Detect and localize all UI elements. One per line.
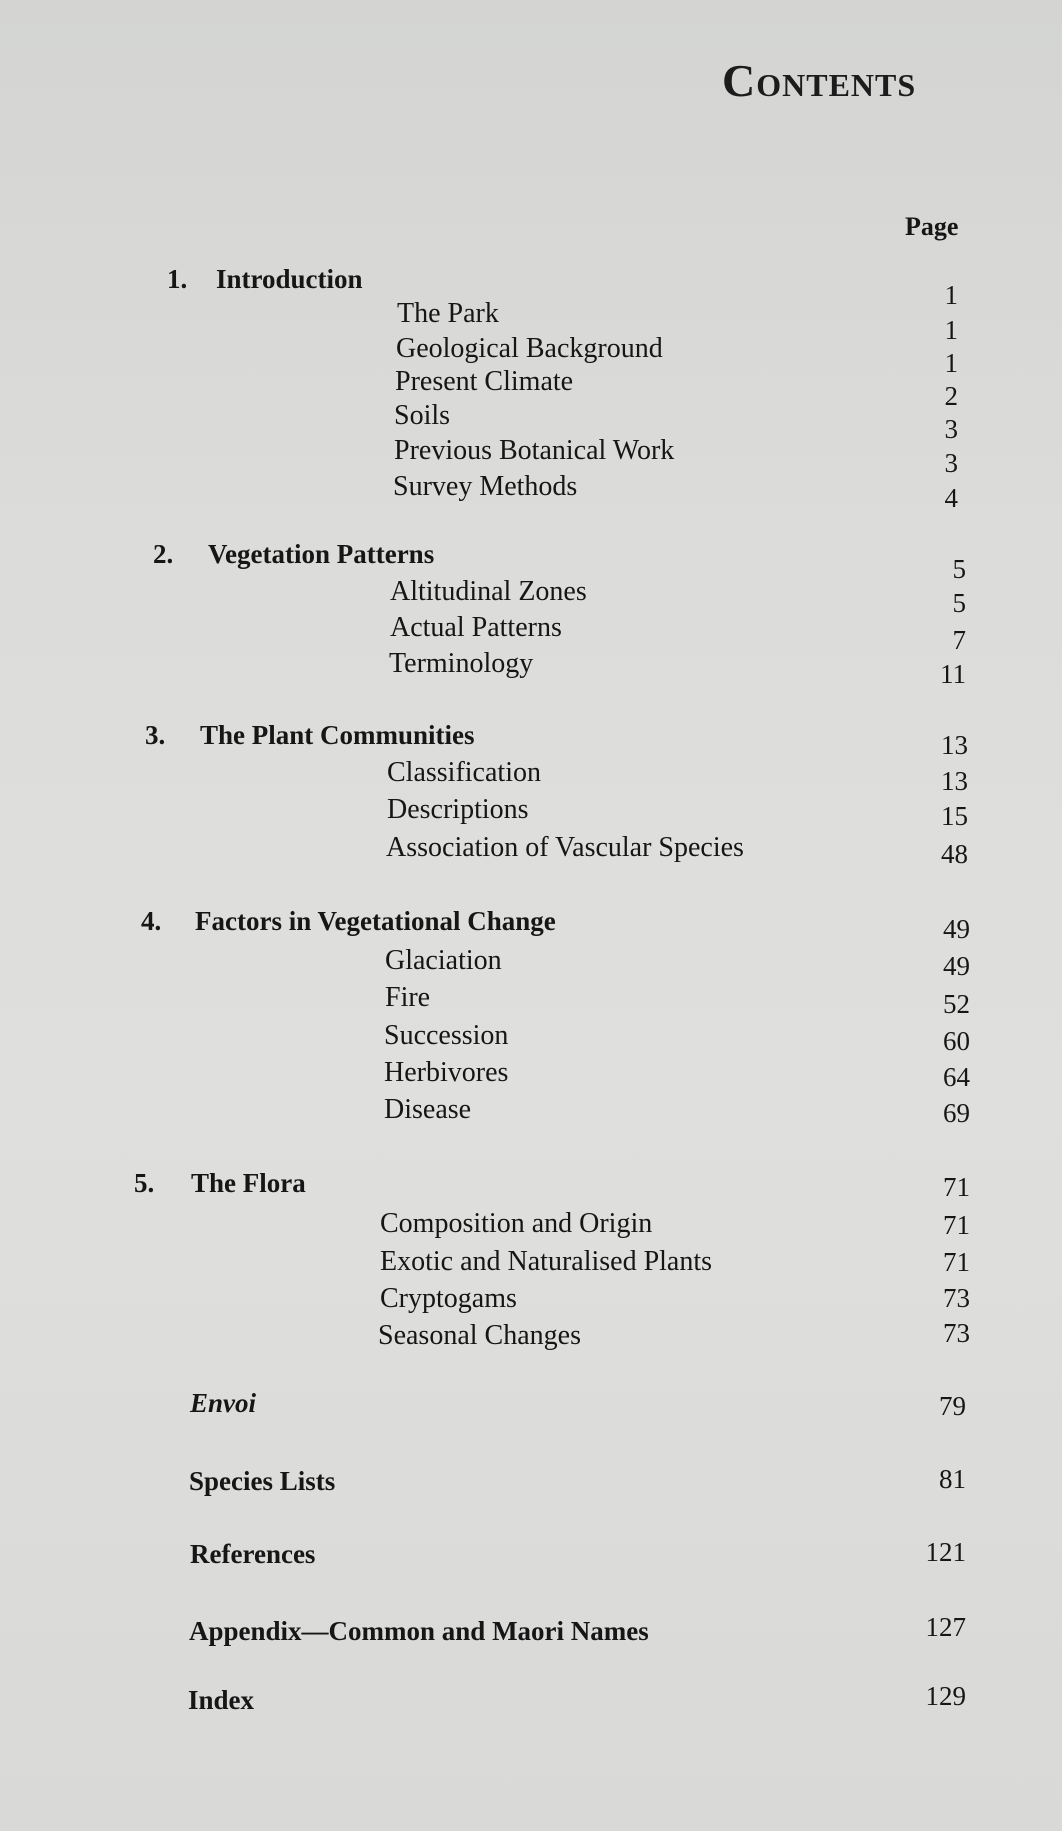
section-page: 3 [944, 448, 958, 478]
section-title: Fire [385, 982, 431, 1013]
section-page: 60 [943, 1026, 970, 1056]
section-title: Exotic and Naturalised Plants [380, 1246, 713, 1277]
section-page: 71 [943, 1247, 970, 1277]
back-matter-page: 121 [925, 1537, 966, 1567]
chapter-number: 4. [141, 906, 162, 936]
section-title: The Park [397, 298, 499, 329]
section-title: Terminology [389, 648, 534, 679]
page-title: Contents [722, 55, 917, 106]
section-title: Classification [387, 757, 541, 788]
back-matter-page: 129 [925, 1681, 966, 1711]
section-page: 4 [944, 483, 958, 513]
chapter-page: 1 [944, 280, 958, 310]
section-page: 2 [944, 381, 958, 411]
chapter-number: 5. [134, 1168, 155, 1198]
back-matter-title: Species Lists [189, 1466, 336, 1496]
section-title: Association of Vascular Species [386, 832, 744, 863]
section-page: 49 [943, 951, 970, 981]
section-page: 69 [943, 1098, 970, 1128]
section-page: 52 [943, 989, 970, 1019]
chapter-title: The Plant Communities [200, 720, 475, 750]
section-page: 5 [952, 588, 966, 618]
back-matter-page: 79 [939, 1391, 966, 1421]
section-title: Actual Patterns [390, 612, 562, 643]
chapter-page: 49 [943, 914, 970, 944]
section-title: Geological Background [396, 333, 663, 364]
section-page: 7 [952, 625, 966, 655]
back-matter-title: Appendix—Common and Maori Names [189, 1616, 649, 1646]
section-page: 1 [944, 348, 958, 378]
chapter-title: Introduction [216, 264, 363, 294]
section-page: 3 [944, 414, 958, 444]
section-page: 71 [943, 1210, 970, 1240]
section-page: 48 [941, 839, 968, 869]
chapter-number: 3. [145, 720, 166, 750]
back-matter-title: Envoi [190, 1388, 257, 1418]
section-page: 13 [941, 766, 968, 796]
back-matter-page: 127 [925, 1612, 966, 1642]
section-title: Soils [394, 400, 451, 431]
section-title: Herbivores [384, 1057, 509, 1088]
section-title: Previous Botanical Work [394, 435, 675, 466]
chapter-title: Vegetation Patterns [208, 539, 435, 569]
section-page: 11 [940, 659, 966, 689]
chapter-page: 13 [941, 730, 968, 760]
section-title: Disease [384, 1094, 472, 1125]
back-matter-title: References [190, 1539, 316, 1569]
section-page: 64 [943, 1062, 970, 1092]
section-page: 73 [943, 1283, 970, 1313]
page-column-header: Page [905, 212, 959, 241]
section-title: Altitudinal Zones [390, 576, 587, 607]
chapter-title: The Flora [191, 1168, 306, 1198]
chapter-number: 1. [167, 264, 188, 294]
section-title: Glaciation [385, 945, 502, 976]
section-title: Seasonal Changes [378, 1320, 581, 1351]
section-title: Descriptions [387, 794, 529, 825]
section-title: Present Climate [395, 366, 574, 397]
chapter-number: 2. [153, 539, 174, 569]
section-page: 73 [943, 1318, 970, 1348]
back-matter-page: 81 [939, 1464, 966, 1494]
section-page: 15 [941, 801, 968, 831]
section-title: Cryptogams [380, 1283, 517, 1314]
chapter-title: Factors in Vegetational Change [195, 906, 556, 936]
back-matter-title: Index [188, 1685, 255, 1715]
section-title: Succession [384, 1020, 509, 1051]
section-title: Composition and Origin [380, 1208, 653, 1239]
section-page: 1 [944, 315, 958, 345]
chapter-page: 5 [952, 554, 966, 584]
section-title: Survey Methods [393, 471, 578, 502]
chapter-page: 71 [943, 1172, 970, 1202]
